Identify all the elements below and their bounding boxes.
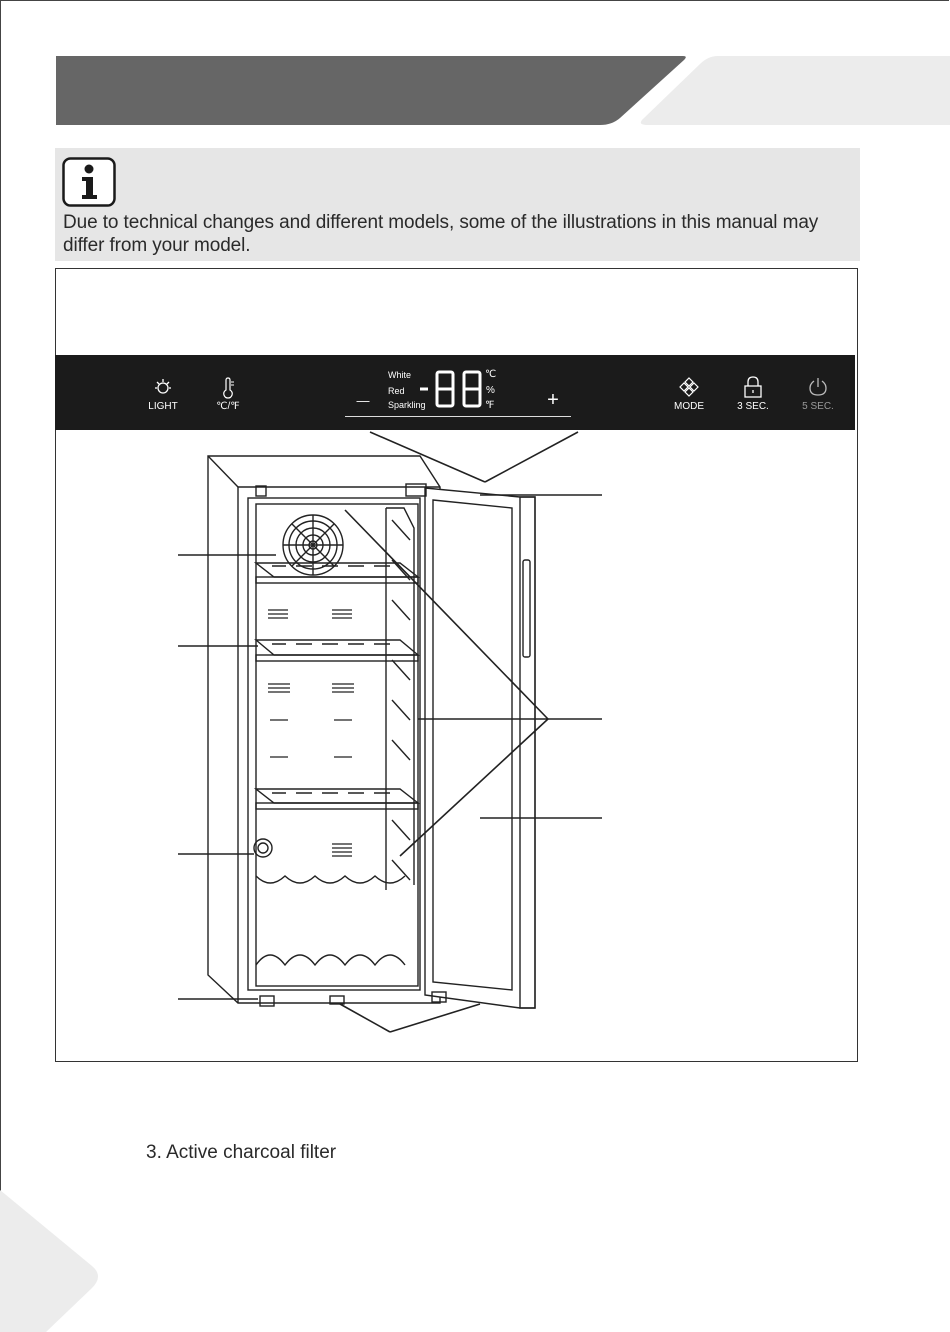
mode-red-label: Red bbox=[388, 386, 405, 396]
list-item-charcoal-filter: 3. Active charcoal filter bbox=[146, 1142, 337, 1163]
glass-door bbox=[425, 488, 535, 1008]
mode-label: MODE bbox=[674, 401, 704, 412]
cabinet-interior bbox=[248, 498, 420, 990]
unit-percent: % bbox=[486, 385, 495, 396]
corner-decoration bbox=[0, 1180, 110, 1332]
mode-white-label: White bbox=[388, 370, 412, 380]
notice-text: Due to technical changes and different models, some of the illustrations in this manual may differ from your model. bbox=[63, 212, 819, 256]
unit-fahrenheit: ℉ bbox=[485, 400, 495, 411]
power-label: 5 SEC. bbox=[802, 401, 834, 412]
lock-label: 3 SEC. bbox=[737, 401, 769, 412]
mode-sparkling-label: Sparkling bbox=[388, 400, 426, 410]
light-label: LIGHT bbox=[148, 401, 178, 412]
minus-button[interactable]: — bbox=[356, 393, 370, 408]
plus-button[interactable]: + bbox=[547, 389, 559, 411]
unit-celsius: ℃ bbox=[485, 369, 497, 380]
unit-label: ℃/℉ bbox=[216, 401, 240, 412]
